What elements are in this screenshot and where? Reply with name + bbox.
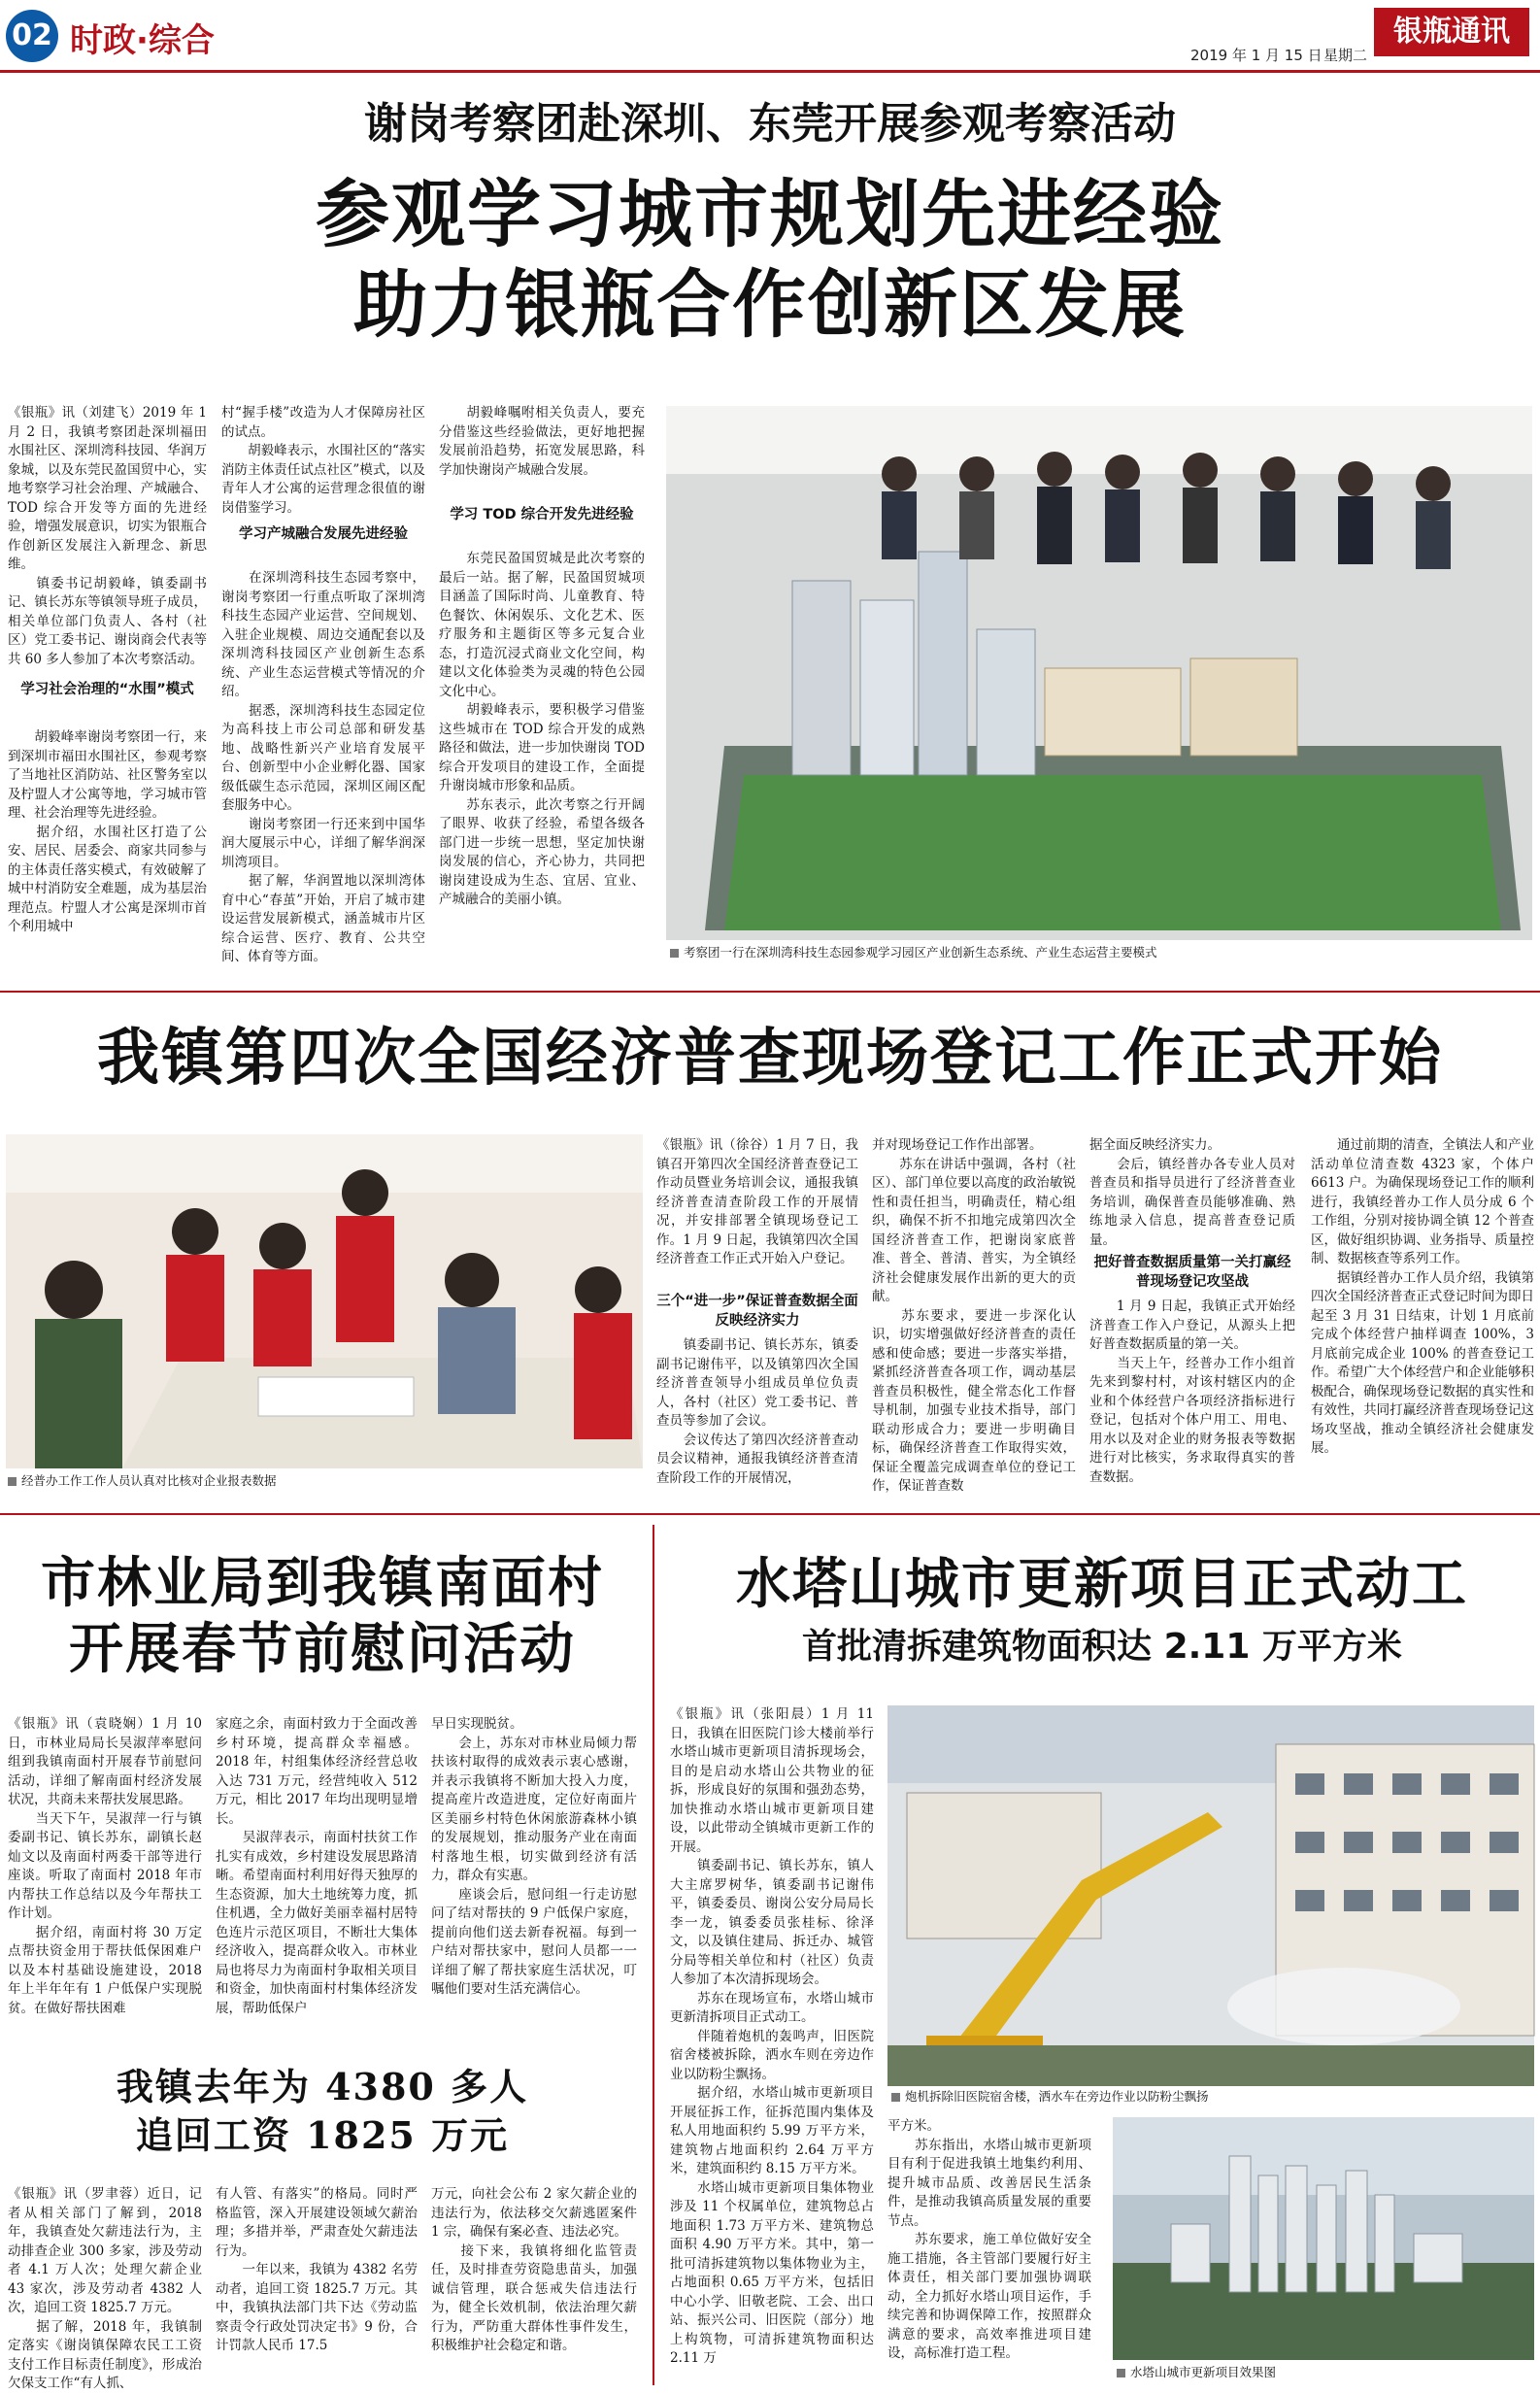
article4-title-line1: 我镇去年为 4380 多人 (116, 2065, 529, 2108)
article3-title-line2: 开展春节前慰问活动 (69, 1617, 576, 1681)
article2-caption-text: 经普办工作工作人员认真对比核对企业报表数据 (21, 1473, 277, 1488)
article2-photo (6, 1134, 643, 1468)
article1-column-3-subhead: 学习 TOD 综合开发先进经验 (450, 507, 634, 523)
article5-caption1-text: 炮机拆除旧医院宿舍楼，洒水车在旁边作业以防粉尘飘扬 (905, 2089, 1209, 2104)
article4-column-3: 万元，向社会公布 2 家欠薪企业的违法行为，依法移交欠薪逃匿案件 1 宗，确保有案必查、违法必究。 接下来，我镇将细化监管责任，及时排查劳资隐患苗头，加强诚信管理，联合惩戒失信违法行为，健全长效机制，依法治理欠薪行为，严防重大群体性事件发生，积极维护社会稳定和谐。 (431, 2186, 637, 2353)
article5-rendering-photo (1113, 2117, 1534, 2360)
article2-column-1b: 镇委副书记、镇长苏东，镇委副书记谢伟平，以及镇第四次全国经济普查领导小组成员单位负责人，各村（社区）党工委书记、普查员等参加了会议。 会议传达了第四次经济普查动员会议精神，通报我镇经济普查清查阶段工作的开展情况， (656, 1337, 858, 1486)
article1-column-2b: 在深圳湾科技生态园考察中，谢岗考察团一行重点听取了深圳湾科技生态园产业运营、空间规划、入驻企业规模、周边交通配套以及深圳湾科技园区产业创新生态系统、产业生态运营模式等情况的介绍。 据悉，深圳湾科技生态园定位为高科技上市公司总部和研发基地、战略性新兴产业培育发展平台、创新型中小企业孵化器、国家级低碳生态示范园，深圳区闹区配套服务中心。 谢岗考察团一行还来到中国华润大厦展示中心，详细了解华润深圳湾项目。 据了解，华润置地以深圳湾体育中心“春茧”开始，开启了城市建设运营发展新模式，涵盖城市片区综合运营、医疗、教育、公共空间、体育等方面。 (221, 570, 425, 964)
caption-marker-icon (1117, 2369, 1125, 2377)
article3-column-3: 早日实现脱贫。 会上，苏东对市林业局倾力帮扶该村取得的成效表示衷心感谢，并表示我镇将不断加大投入力度，提高産片改造进度，定位好南面片区美丽乡村特色休闲旅游森林小镇的发展规划，推动服务产业在南面村落地生根，切实做到经济有活力，群众有实惠。 座谈会后，慰问组一行走访慰问了结对帮扶的 9 户低保户家庭，提前向他们送去新春祝福。每到一户结对帮扶家中，慰问人员都一一详细了解了帮扶家庭生活状况，叮嘱他们要对生活充满信心。 (431, 1716, 637, 1997)
article1-title-line2: 助力银瓶合作创新区发展 (353, 261, 1187, 348)
article5-photo1-caption (891, 2088, 1532, 2106)
article2-column-1: 《银瓶》讯（徐谷）1 月 7 日，我镇召开第四次全国经济普查登记工作动员暨业务培训会议，通报我镇经济普查清查阶段工作的开展情况，并安排部署全镇现场登记工作。1 月 9 日起，我镇第四次全国经济普查工作正式开始入户登记。 (656, 1137, 858, 1266)
caption-marker-icon (8, 1477, 17, 1486)
article1-column-1-subhead: 学习社会治理的“水围”模式 (20, 682, 194, 697)
article1-column-1: 《银瓶》讯（刘建飞）2019 年 1 月 2 日，我镇考察团赴深圳福田水围社区、深圳湾科技园、华润万象城，以及东莞民盈国贸中心，实地考察学习社会治理、产城融合、TOD 综合开发等方面的先进经验，增强发展意识，切实为银瓶合作创新区发展注入新理念、新思维。 镇委书记胡毅峰，镇委副书记、镇长苏东等镇领导班子成员，相关单位部门负责人、各村（社区）党工委书记、谢岗商会代表等共 60 多人参加了本次考察活动。 (8, 405, 207, 667)
article1-subtitle: 谢岗考察团赴深圳、东莞开展参观考察活动 (364, 99, 1176, 149)
article1-column-2: 村“握手楼”改造为人才保障房社区的试点。 胡毅峰表示，水围社区的“落实消防主体责任试点社区”模式，以及青年人才公寓的运营理念很值的谢岗借鉴学习。 (221, 405, 425, 516)
section-divider (0, 991, 1540, 993)
article4-title-line2: 追回工资 1825 万元 (135, 2113, 510, 2157)
article5-caption2-text: 水塔山城市更新项目效果图 (1130, 2365, 1277, 2379)
article2-column-4: 通过前期的清查，全镇法人和产业活动单位清查数 4323 家，个体户 6613 户。为确保现场登记工作的顺利进行，我镇经普办工作人员分成 6 个工作组，分别对接协调全镇 12 个普查区，做好组织协调、业务指导、质量控制、数据核查等系列工作。 据镇经普办工作人员介绍，我镇第四次全国经济普查正式登记时间为即日起至 3 月 31 日结束，计划 1 月底前完成个体经营户抽样调查 100%，3 月底前完成企业 100% 的普查登记工作。希望广大个体经营户和企业能够积极配合，确保现场登记数据的真实性和有效性，共同打赢经济普查现场登记这场攻坚战，推动全镇经济社会健康发展。 (1311, 1137, 1534, 1456)
article1-column-3: 胡毅峰嘱咐相关负责人，要充分借鉴这些经验做法，更好地把握发展前沿趋势，拓宽发展思路，科学加快谢岗产城融合发展。 (439, 405, 645, 478)
article4-column-2: 有人管、有落实”的格局。同时严格监管，深入开展建设领域欠薪治理；多措并举，严肃查处欠薪违法行为。 一年以来，我镇为 4382 名劳动者，追回工资 1825.7 万元。其中，我镇执法部门共下达《劳动监察责令行政处罚决定书》9 份，合计罚款人民币 17.5 (216, 2186, 418, 2353)
article2-column-2: 并对现场登记工作作出部署。 苏东在讲话中强调，各村（社区）、部门单位要以高度的政治敏锐性和责任担当，明确责任，精心组织，确保不折不扣地完成第四次全国经济普查工作，把谢岗家底普准、普全、普清、普实，为全镇经济社会健康发展作出新的更大的贡献。 苏东要求，要进一步深化认识，切实增强做好经济普查的责任感和使命感；要进一步落实举措，紧抓经济普查各项工作，调动基层普查员积极性，健全常态化工作督导机制，加强专业技术指导，部门联动形成合力；要进一步明确目标，确保经济普查工作取得实效，保证全覆盖完成调查单位的登记工作，保证普查数 (872, 1137, 1076, 1494)
article4-column-1: 《银瓶》讯（罗聿蓉）近日，记者从相关部门了解到，2018 年，我镇查处欠薪违法行为，主动排查企业 300 多家，涉及劳动者 4.1 万人次；处理欠薪企业 43 家次，涉及劳动者 4382 人次，追回工资 1825.7 万元。 据了解，2018 年，我镇制定落实《谢岗镇保障农民工工资支付工作目标责任制度》，形成治欠保支工作“有人抓、 (8, 2186, 202, 2391)
article5-title: 水塔山城市更新项目正式动工 (736, 1552, 1468, 1616)
article2-title: 我镇第四次全国经济普查现场登记工作正式开始 (97, 1022, 1443, 1095)
article2-column-3-subhead: 把好普查数据质量第一关打赢经普现场登记攻坚战 (1093, 1255, 1291, 1290)
section-title: 时政·综合 (70, 21, 215, 60)
article2-column-1-subhead: 三个“进一步”保证普查数据全面反映经济实力 (656, 1294, 858, 1329)
caption-marker-icon (670, 949, 679, 958)
article5-subtitle: 首批清拆建筑物面积达 2.11 万平方米 (802, 1627, 1402, 1667)
issue-weekday: 星期二 (1323, 47, 1368, 64)
article2-column-3b: 1 月 9 日起，我镇正式开始经济普查工作入户登记，从源头上把好普查数据质量的第一关。 当天上午，经普办工作小组首先来到黎村村，对该村辖区内的企业和个体经营户各项经济指标进行登记，包括对个体户用工、用电、用水以及对企业的财务报表等数据进行对比核实，务求取得真实的普查数据。 (1089, 1298, 1295, 1485)
issue-date: 2019 年 1 月 15 日 (1190, 47, 1322, 64)
article2-photo-caption (8, 1472, 639, 1490)
article1-caption-text: 考察团一行在深圳湾科技生态园参观学习园区产业创新生态系统、产业生态运营主要模式 (684, 945, 1157, 960)
article1-photo (666, 406, 1532, 940)
article1-photo-caption (670, 944, 1532, 961)
caption-marker-icon (891, 2093, 900, 2102)
page-number: 02 (6, 10, 58, 62)
article1-column-2-subhead: 学习产城融合发展先进经验 (239, 526, 408, 542)
article1-column-1b: 胡毅峰率谢岗考察团一行，来到深圳市福田水围社区，参观考察了当地社区消防站、社区警务室以及柠盟人才公寓等地，学习城市管理、社会治理等先进经验。 据介绍，水围社区打造了公安、居民、居委会、商家共同参与的主体责任落实模式，有效破解了城中村消防安全难题，成为基层治理范点。柠盟人才公寓是深圳市首个利用城中 (8, 729, 207, 934)
column-divider (653, 1525, 654, 2385)
newspaper-brand-logo: 银瓶通讯 (1374, 8, 1529, 56)
article5-photo2-caption (1117, 2364, 1534, 2381)
section-divider (0, 1513, 1540, 1515)
article3-column-1: 《银瓶》讯（袁晓娴）1 月 10 日，市林业局局长吴淑萍率慰问组到我镇南面村开展春节前慰问活动，详细了解南面村经济发展状况，共商未来帮扶发展思路。 当天下午，吴淑萍一行与镇委副书记、镇长苏东，副镇长赵灿文以及南面村两委干部等进行座谈。听取了南面村 2018 年市内帮扶工作总结以及今年帮扶工作计划。 据介绍，南面村将 30 万定点帮扶资金用于帮扶低保困难户以及本村基础设施建设，2018 年上半年年有 1 户低保户实现脱贫。在做好帮扶困难 (8, 1716, 202, 2016)
article3-title-line1: 市林业局到我镇南面村 (41, 1551, 604, 1615)
article3-column-2: 家庭之余，南面村致力于全面改善乡村环境，提高群众幸福感。2018 年，村组集体经济经营总收入达 731 万元，经营纯收入 512 万元，相比 2017 年均出现明显增长。 吴淑萍表示，南面村扶贫工作扎实有成效，乡村建设发展思路清晰。希望南面村利用好得天独厚的生态资源，加大土地统筹力度，抓住机遇，全力做好美丽幸福村居特色连片示范区项目，不断壮大集体经济收入，提高群众收入。市林业局也将尽力为南面村争取相关项目和资金，加快南面村村集体经济发展，帮助低保户 (216, 1716, 418, 2016)
article5-column-1: 《银瓶》讯（张阳晨）1 月 11 日，我镇在旧医院门诊大楼前举行水塔山城市更新项目清拆现场会，目的是启动水塔山公共物业的征拆，形成良好的氛围和强劲态势，加快推动水塔山城市更新项目建设，以此带动全镇城市更新工作的开展。 镇委副书记、镇长苏东，镇人大主席罗树华，镇委副书记谢伟平，镇委委员、谢岗公安分局局长李一龙，镇委委员张桂标、徐泽文，以及镇住建局、拆迁办、城管分局等相关单位和村（社区）负责人参加了本次清拆现场会。 苏东在现场宣布，水塔山城市更新清拆项目正式动工。 伴随着炮机的轰鸣声，旧医院宿舍楼被拆除，洒水车则在旁边作业以防粉尘飘扬。 据介绍，水塔山城市更新项目开展征拆工作，征拆范围内集体及私人用地面积约 5.99 万平方米，建筑物占地面积约 2.64 万平方米，建筑面积约 8.15 万平方米。 水塔山城市更新项目集体物业涉及 11 个权属单位，建筑物总占地面积 1.73 万平方米、建筑物总面积 4.90 万平方米。其中，第一批可清拆建筑物以集体物业为主，占地面积 0.65 万平方米，包括旧中心小学、旧敬老院、工会、出口站、振兴公司、旧医院（部分）地上构筑物，可清拆建筑物面积达 2.11 万 (670, 1706, 874, 2366)
article5-demolition-photo (887, 1705, 1534, 2086)
article5-column-2: 平方米。 苏东指出，水塔山城市更新项目有利于促进我镇土地集约利用、提升城市品质、改善居民生活条件，是推动我镇高质量发展的重要节点。 苏东要求，施工单位做好安全施工措施，各主管部门要履行好主体责任，相关部门要加强协调联动，全力抓好水塔山项目运作，手续完善和协调保障工作，按照群众满意的要求，高效率推进项目建设，高标准打造工程。 (887, 2118, 1091, 2361)
article2-column-3: 据全面反映经济实力。 会后，镇经普办各专业人员对普查员和指导员进行了经济普查业务培训，确保普查员能够准确、熟练地录入信息，提高普查登记质量。 (1089, 1137, 1295, 1248)
article1-title-line1: 参观学习城市规划先进经验 (316, 171, 1224, 257)
article1-column-3b: 东莞民盈国贸城是此次考察的最后一站。据了解，民盈国贸城项目涵盖了国际时尚、儿童教育、特色餐饮、休闲娱乐、文化艺术、医疗服务和主题街区等多元复合业态，打造沉浸式商业文化空间，构建以文化体验类为灵魂的特色公园文化中心。 胡毅峰表示，要积极学习借鉴这些城市在 TOD 综合开发的成熟路径和做法，进一步加快谢岗 TOD 综合开发项目的建设工作，全面提升谢岗城市形象和品质。 苏东表示，此次考察之行开阔了眼界、收获了经验，希望各级各部门进一步统一思想，坚定加快谢岗发展的信心，齐心协力，共同把谢岗建设成为生态、宜居、宜业、产城融合的美丽小镇。 (439, 551, 645, 907)
